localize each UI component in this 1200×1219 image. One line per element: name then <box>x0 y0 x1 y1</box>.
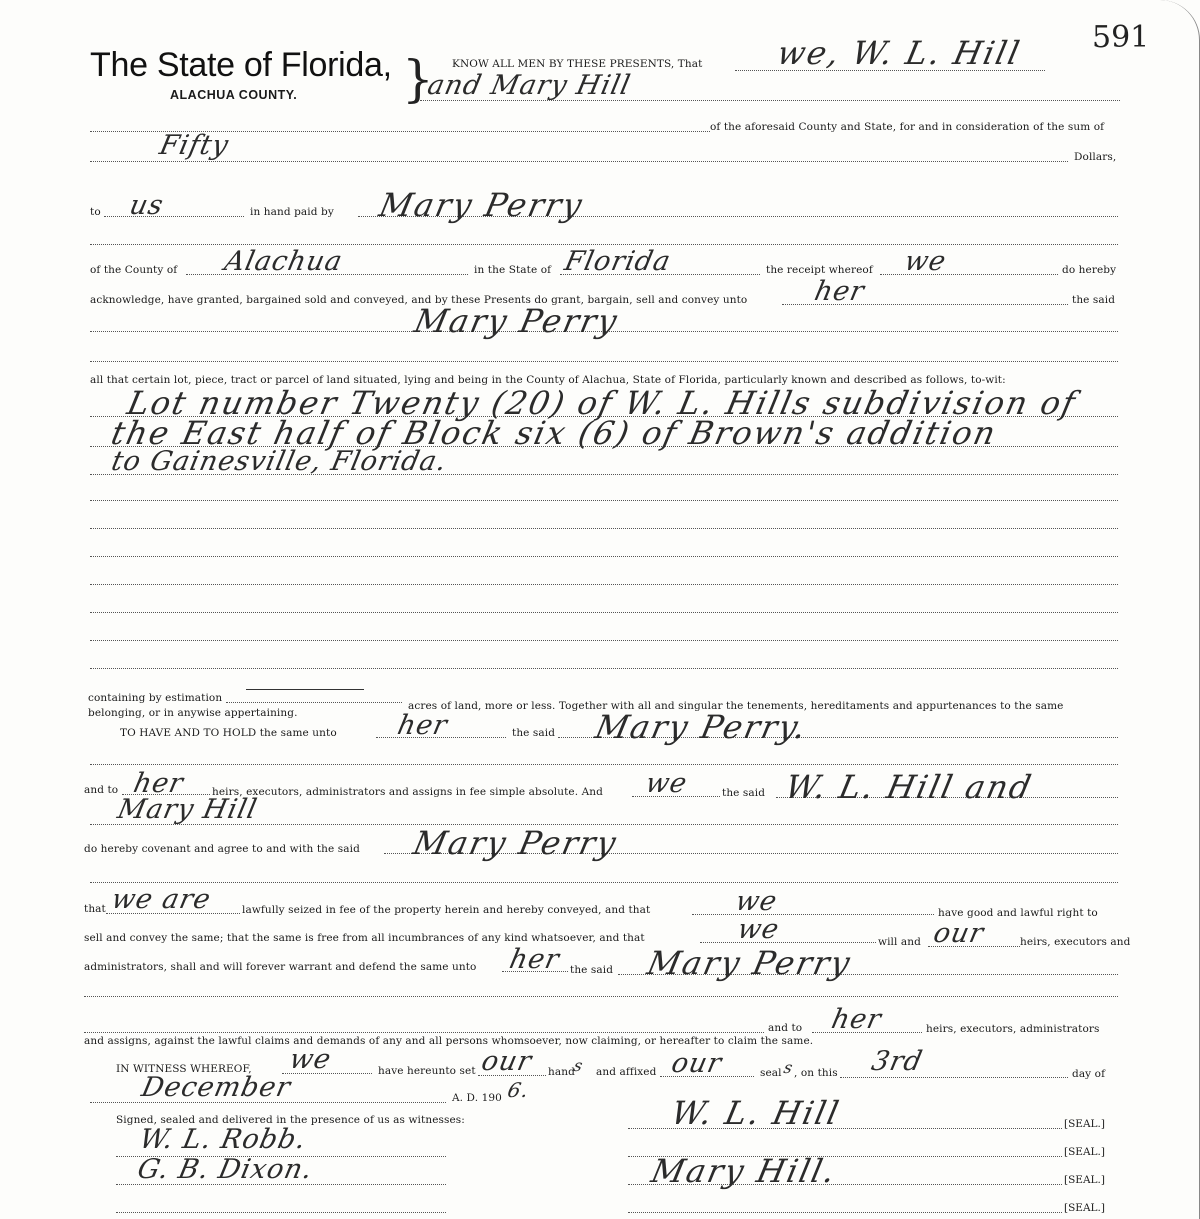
hw-witness-2: G. B. Dixon. <box>134 1154 316 1185</box>
ad-text: A. D. 190 <box>452 1092 502 1104</box>
hw-hold-unto: her <box>394 710 451 741</box>
hw-defend-grantee: Mary Perry <box>643 944 856 982</box>
the-said-3-text: the said <box>722 787 766 799</box>
aforesaid-text: of the aforesaid County and State, for and in consideration of the sum of <box>710 121 1105 133</box>
county-label: ALACHUA COUNTY. <box>170 88 298 102</box>
hw-amount: Fifty <box>156 130 232 161</box>
in-state-text: in the State of <box>474 264 552 276</box>
the-said-2-text: the said <box>512 727 556 739</box>
on-this-text: , on this <box>794 1067 838 1079</box>
acres-text: acres of land, more or less. Together with all and singular the tenements, hereditaments and appurtenances to the same <box>408 700 1064 712</box>
heirs-exec-text: heirs, executors, administrators and assigns in fee simple absolute. And <box>212 786 603 798</box>
hand-text: hand <box>548 1066 575 1078</box>
do-hereby-text: do hereby <box>1062 264 1117 276</box>
hw-affixed-our: our <box>668 1048 725 1079</box>
and-to-2-text: and to <box>768 1022 803 1034</box>
hw-covenant-grantee: Mary Perry <box>409 824 622 862</box>
page-edge <box>1140 0 1200 1219</box>
blank-line <box>90 612 1118 613</box>
that-text: that <box>84 903 106 915</box>
blank-line <box>90 500 1118 501</box>
seal-label: [SEAL.] <box>1064 1174 1105 1186</box>
brace-glyph: } <box>402 50 434 108</box>
blank-line <box>90 640 1118 641</box>
seal-label: [SEAL.] <box>1064 1202 1105 1214</box>
day-of-text: day of <box>1072 1068 1106 1080</box>
receipt-text: the receipt whereof <box>766 264 873 276</box>
of-county-text: of the County of <box>90 264 178 276</box>
blank-line <box>84 996 1118 997</box>
hw-set-our: our <box>478 1046 535 1077</box>
blank-line <box>692 914 934 915</box>
hw-legal-3: to Gainesville, Florida. <box>108 446 450 477</box>
blank-line <box>90 668 1118 669</box>
page-number: 591 <box>1092 20 1150 55</box>
hw-witness-1: W. L. Robb. <box>136 1124 310 1155</box>
hw-witness-we: we <box>286 1044 335 1075</box>
signed-text: Signed, sealed and delivered in the presence of us as witnesses: <box>116 1114 465 1126</box>
seized-text: lawfully seized in fee of the property herein and hereby conveyed, and that <box>242 904 651 916</box>
containing-text: containing by estimation <box>88 692 223 704</box>
blank-line <box>90 882 1118 883</box>
hw-sig-1: W. L. Hill <box>667 1094 844 1132</box>
hw-that-we: we <box>732 886 781 917</box>
state-title: The State of Florida, <box>90 46 392 84</box>
blank-line <box>90 161 1068 162</box>
affixed-text: and affixed <box>596 1066 657 1078</box>
hw-receipt-by: we <box>901 246 950 277</box>
to-text: to <box>90 206 101 218</box>
hw-and-to-3: her <box>828 1004 885 1035</box>
hw-our: our <box>930 918 987 949</box>
seal-label: [SEAL.] <box>1064 1118 1105 1130</box>
seal-word-text: seal <box>760 1067 782 1079</box>
the-said-4-text: the said <box>570 964 614 976</box>
blank-line <box>90 244 1118 245</box>
acknowledge-text: acknowledge, have granted, bargained sold and conveyed, and by these Presents do grant, bargain, sell and convey unto <box>90 294 748 306</box>
blank-line <box>628 1212 1062 1213</box>
hw-grantors-4: Mary Hill <box>114 794 261 825</box>
hw-state: Florida <box>561 246 674 277</box>
hw-grantors-1: we, W. L. Hill <box>773 34 1025 72</box>
witness-text: IN WITNESS WHEREOF, <box>116 1063 252 1075</box>
hw-defend-unto: her <box>506 944 563 975</box>
hw-county: Alachua <box>221 246 346 277</box>
hw-grantors-3: W. L. Hill and <box>781 768 1037 806</box>
and-assigns-text: and assigns, against the lawful claims and demands of any and all persons whomsoever, now claiming, or hereafter to claim the same. <box>84 1035 814 1047</box>
covenant-text: do hereby covenant and agree to and with the said <box>84 843 360 855</box>
hw-day: 3rd <box>868 1046 926 1077</box>
blank-line <box>90 764 1118 765</box>
hw-sig-2: Mary Hill. <box>647 1152 841 1190</box>
hw-legal-1: Lot number Twenty (20) of W. L. Hills subdivision of <box>123 384 1081 422</box>
blank-line <box>84 1032 764 1033</box>
all-that-text: all that certain lot, piece, tract or parcel of land situated, lying and being in the County of Alachua, State of Florida, particularly known and described as follows, to-wit: <box>90 374 1006 386</box>
good-right-text: have good and lawful right to <box>938 907 1098 919</box>
sell-convey-text: sell and convey the same; that the same is free from all incumbrances of any kind whatsoever, and that <box>84 932 645 944</box>
will-and-text: will and <box>878 936 921 948</box>
blank-line <box>90 584 1118 585</box>
hw-and-to-who: her <box>130 768 187 799</box>
blank-line <box>226 702 402 703</box>
hw-hold-grantee: Mary Perry. <box>591 708 812 746</box>
blank-line <box>840 1077 1068 1078</box>
administrators-text: administrators, shall and will forever warrant and defend the same unto <box>84 961 477 973</box>
hw-grantee: Mary Perry <box>375 186 588 224</box>
heirs-exec-and-text: heirs, executors and <box>1020 936 1131 948</box>
hw-hand-s: s <box>571 1056 586 1075</box>
hw-grantee-2: Mary Perry <box>410 302 623 340</box>
hw-and-who: we <box>642 768 691 799</box>
hw-that-we-are: we are <box>108 884 214 915</box>
hw-seal-s: s <box>781 1058 796 1077</box>
know-all-text: KNOW ALL MEN BY THESE PRESENTS, That <box>452 58 703 70</box>
blank-line <box>104 216 244 217</box>
in-hand-paid-text: in hand paid by <box>250 206 334 218</box>
blank-line <box>90 361 1118 362</box>
seal-label: [SEAL.] <box>1064 1146 1105 1158</box>
hw-grantors-2: and Mary Hill <box>424 70 634 101</box>
the-said-text: the said <box>1072 294 1116 306</box>
belonging-text: belonging, or in anywise appertaining. <box>88 707 298 719</box>
hw-year-digit: 6. <box>505 1078 532 1102</box>
blank-line <box>116 1212 446 1213</box>
hw-month: December <box>138 1072 294 1103</box>
have-hereunto-text: have hereunto set <box>378 1065 476 1077</box>
to-have-text: TO HAVE AND TO HOLD the same unto <box>120 727 337 739</box>
hw-convey-to: her <box>811 276 868 307</box>
dollars-text: Dollars, <box>1074 151 1117 163</box>
heirs-exec-adm-text: heirs, executors, administrators <box>926 1023 1100 1035</box>
blank-line <box>90 528 1118 529</box>
hw-that-we-2: we <box>734 914 783 945</box>
hw-legal-2: the East half of Block six (6) of Brown's addition <box>107 414 1001 452</box>
blank-line <box>700 942 876 943</box>
blank-line <box>90 556 1118 557</box>
hw-dash <box>246 689 364 690</box>
hw-to-whom: us <box>126 190 167 221</box>
and-to-text: and to <box>84 784 119 796</box>
